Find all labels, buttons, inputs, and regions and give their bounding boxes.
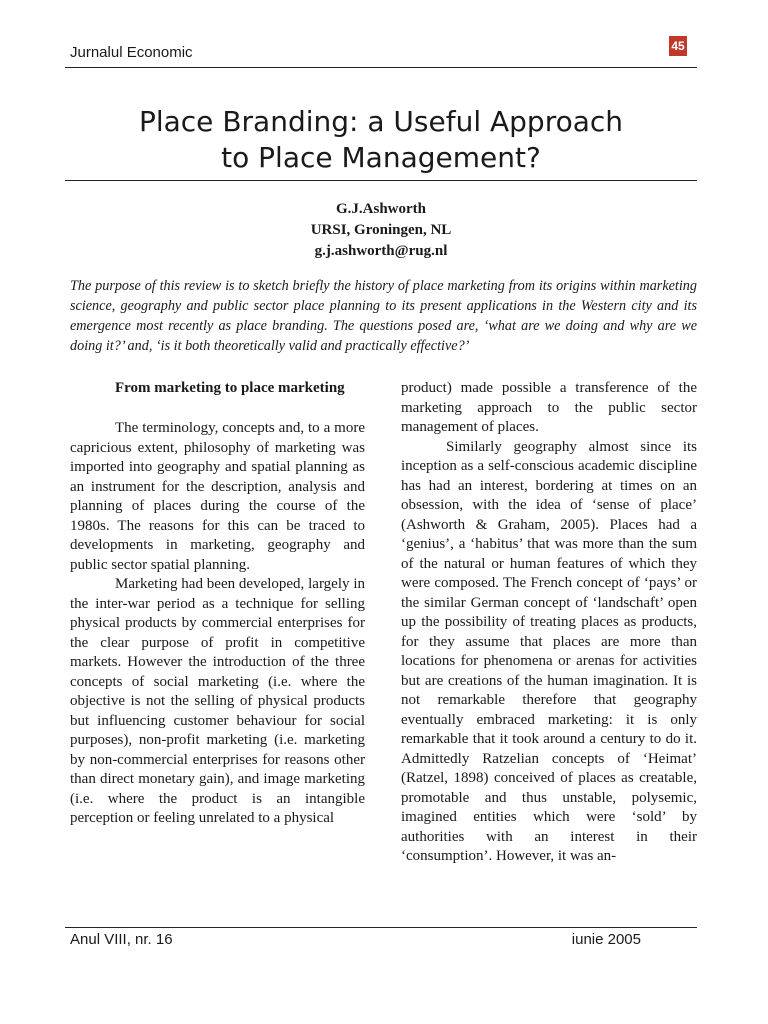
right-column: [401, 379, 697, 867]
left-column: [70, 378, 365, 829]
title-rule: [65, 180, 697, 181]
header-rule: [65, 67, 697, 68]
article-title: [65, 104, 697, 176]
author-affiliation: URSI, Groningen, NL: [310, 222, 452, 238]
title-line-2: to Place Management?: [221, 141, 541, 174]
abstract: The purpose of this review is to sketch briefly the history of place marketing from its origins within marketing science, geography and public sector place planning to its present applications in the Western city and its emergence most recently as place branding. The questions posed are, ‘what are we doing and why are we doing it?’ and, ‘is it both theoretically valid and practically effective?’: [70, 278, 697, 354]
issue-label: Anul VIII, nr. 16: [70, 931, 173, 948]
author-email: g.j.ashworth@rug.nl: [314, 243, 448, 259]
section-heading: From marketing to place marketing: [115, 380, 345, 396]
right-paragraph-1: product) made possible a transference of the marketing approach to the public sector management of places.: [401, 380, 697, 435]
author-name: G.J.Ashworth: [335, 201, 426, 217]
journal-name: Jurnalul Economic: [70, 44, 193, 61]
author-block: [65, 199, 697, 262]
footer-rule: [65, 927, 697, 928]
left-paragraph-1: The terminology, concepts and, to a more capricious extent, philosophy of marketing was imported into geography and spatial planning as an instrument for the description, analysis and planning of places during the course of the 1980s. The reasons for this can be traced to developments in marketing, geography and public sector spatial planning.: [70, 420, 365, 573]
left-paragraph-2: Marketing had been developed, largely in the inter-war period as a technique for selling physical products by commercial enterprises for the clear purpose of profit in competitive markets. However the introduction of the three concepts of social marketing (i.e. where the objective is not the selling of physical products but influencing customer behaviour for social purposes), non-profit marketing (i.e. marketing by non-commercial enterprises for reasons other than direct monetary gain), and image marketing (i.e. where the product is an intangible perception or feeling unrelated to a physical: [70, 576, 365, 826]
right-paragraph-2: Similarly geography almost since its inception as a self-conscious academic discipline has had an interest, bordering at times on an obsession, with the idea of ‘sense of place’ (Ashworth & Graham, 2005). Places had a ‘genius’, a ‘habitus’ that was more than the sum of the natural or human features of which they were composed. The French concept of ‘pays’ or the similar German concept of ‘landschaft’ open up the possibility of treating places as products, for they assume that places are more than locations for phenomena or arenas for activities but are creations of the human imagination. It is not remarkable therefore that geography eventually embraced marketing: it is only remarkable that it took around a century to do it. Admittedly Ratzelian concepts of ‘Heimat’ (Ratzel, 1898) conceived of places as creatable, promotable and thus unstable, polysemic, imagined entities which were ‘sold’ by authorities with an interest in their ‘consumption’. However, it was an-: [401, 438, 697, 864]
page-number-badge: 45: [669, 36, 687, 56]
date-label: iunie 2005: [571, 931, 641, 948]
title-line-1: Place Branding: a Useful Approach: [138, 105, 624, 138]
